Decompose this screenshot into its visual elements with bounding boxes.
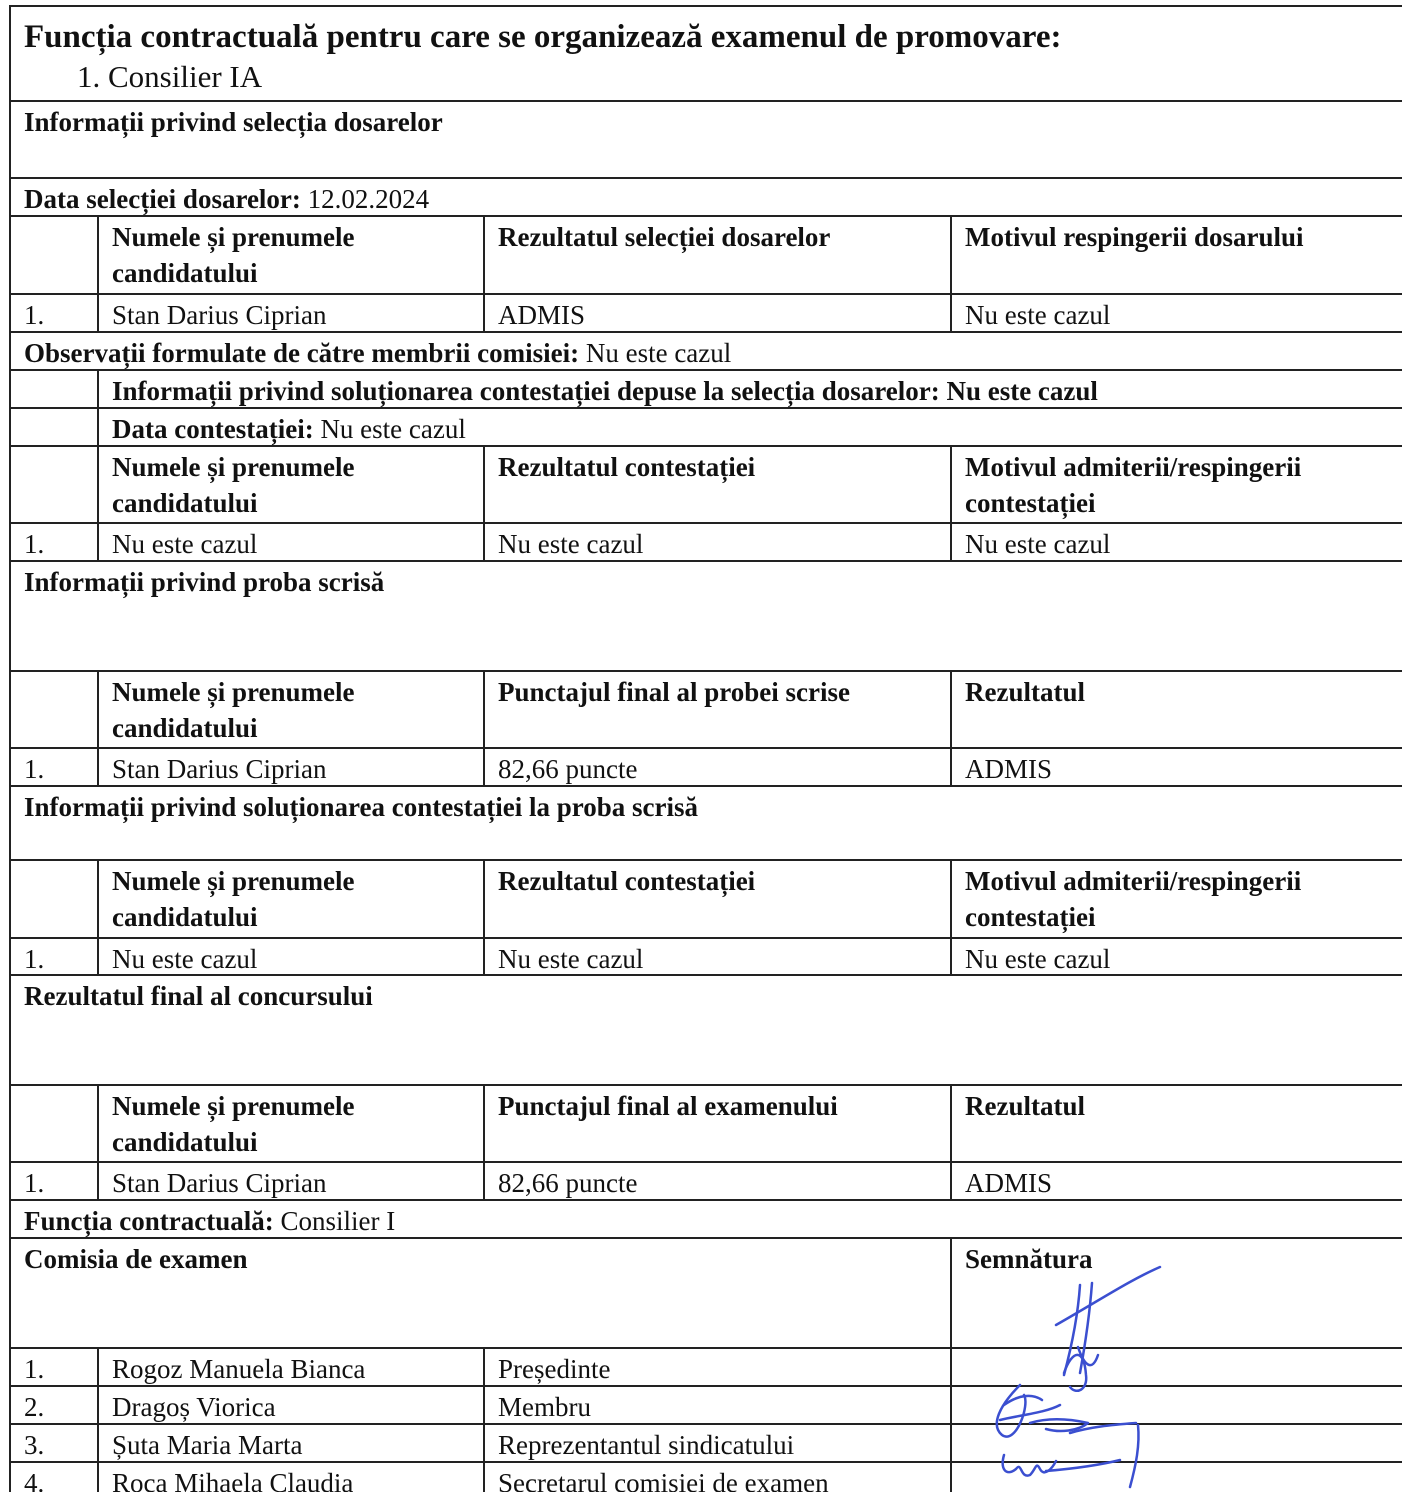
function-value: Consilier I (280, 1206, 396, 1236)
row-number: 1. (24, 944, 45, 974)
column-header-name: Numele și prenumele candidatului (97, 1086, 483, 1161)
column-header-appeal-result: Rezultatul contestației (483, 861, 950, 937)
member-role: Membru (483, 1387, 950, 1423)
member-name: Roca Mihaela Claudia (97, 1463, 483, 1492)
selection-appeal-heading: Informații privind soluționarea contestației depuse la selecția dosarelor: Nu este cazul (97, 371, 1402, 407)
table-row (11, 524, 1402, 562)
selection-appeal-date-row (11, 409, 1402, 447)
member-role: Președinte (483, 1349, 950, 1385)
row-number: 3. (24, 1430, 45, 1460)
selection-appeal-heading-row (11, 371, 1402, 409)
candidate-name: Stan Darius Ciprian (97, 1163, 483, 1199)
written-test-table-header (11, 672, 1402, 749)
position-item: 1. Consilier IA (77, 59, 263, 94)
member-name: Rogoz Manuela Bianca (97, 1349, 483, 1385)
signature-heading: Semnătura (950, 1239, 1402, 1347)
candidate-name: Nu este cazul (97, 524, 483, 560)
column-header-score: Punctajul final al probei scrise (483, 672, 950, 747)
column-header-appeal-reason: Motivul admiterii/respingerii contestației (950, 861, 1402, 937)
appeal-date-label: Data contestației: (112, 414, 314, 444)
selection-date-row (11, 179, 1402, 217)
observations-value: Nu este cazul (585, 338, 732, 368)
candidate-name: Stan Darius Ciprian (97, 295, 483, 331)
function-label: Funcția contractuală: (24, 1206, 274, 1236)
function-row (11, 1201, 1402, 1239)
appeal-date-value: Nu este cazul (320, 414, 466, 444)
observations-row (11, 333, 1402, 371)
final-result: ADMIS (950, 1163, 1402, 1199)
rejection-reason: Nu este cazul (950, 295, 1402, 331)
column-header-result: Rezultatul (950, 1086, 1402, 1161)
candidate-name: Nu este cazul (97, 939, 483, 974)
member-name: Dragoș Viorica (97, 1387, 483, 1423)
selection-date-label: Data selecției dosarelor: (24, 184, 301, 214)
final-result-heading-row (11, 976, 1402, 1086)
written-appeal-heading-row (11, 787, 1402, 861)
member-role: Secretarul comisiei de examen (483, 1463, 950, 1492)
commission-heading: Comisia de examen (24, 1244, 248, 1274)
table-row (11, 939, 1402, 976)
table-row (11, 749, 1402, 787)
member-name: Șuta Maria Marta (97, 1425, 483, 1461)
column-header-name: Numele și prenumele candidatului (97, 217, 483, 293)
candidate-name: Stan Darius Ciprian (97, 749, 483, 785)
table-row (11, 1163, 1402, 1201)
final-score: 82,66 puncte (483, 1163, 950, 1199)
column-header-score: Punctajul final al examenului (483, 1086, 950, 1161)
appeal-result: Nu este cazul (483, 524, 950, 560)
column-header-name: Numele și prenumele candidatului (97, 861, 483, 937)
appeal-reason: Nu este cazul (950, 524, 1402, 560)
row-number: 1. (24, 754, 45, 784)
final-table-header (11, 1086, 1402, 1163)
column-header-name: Numele și prenumele candidatului (97, 447, 483, 522)
appeal-result: Nu este cazul (483, 939, 950, 974)
written-appeal-table-header (11, 861, 1402, 939)
selection-heading: Informații privind selecția dosarelor (24, 107, 443, 137)
row-number: 1. (24, 1168, 45, 1198)
selection-appeal-table-header (11, 447, 1402, 524)
written-test-heading-row (11, 562, 1402, 672)
row-number: 1. (24, 1354, 45, 1384)
handwritten-signatures (960, 1255, 1200, 1490)
selection-section-heading-row (11, 102, 1402, 179)
row-number: 2. (24, 1392, 45, 1422)
column-header-appeal-result: Rezultatul contestației (483, 447, 950, 522)
selection-date-value: 12.02.2024 (307, 184, 430, 214)
document-title: Funcția contractuală pentru care se organizează examenul de promovare: (24, 19, 1062, 55)
table-row (11, 295, 1402, 333)
row-number: 1. (24, 529, 45, 559)
column-header-result: Rezultatul (950, 672, 1402, 747)
row-number: 4. (24, 1468, 45, 1492)
column-header-name: Numele și prenumele candidatului (97, 672, 483, 747)
row-number: 1. (24, 300, 45, 330)
column-header-reason: Motivul respingerii dosarului (950, 217, 1402, 293)
written-result: ADMIS (950, 749, 1402, 785)
column-header-result: Rezultatul selecției dosarelor (483, 217, 950, 293)
written-appeal-heading: Informații privind soluționarea contestației la proba scrisă (24, 792, 698, 822)
member-role: Reprezentantul sindicatului (483, 1425, 950, 1461)
signature-scribbles (960, 1255, 1200, 1490)
appeal-reason: Nu este cazul (950, 939, 1402, 974)
selection-table-header (11, 217, 1402, 295)
selection-result: ADMIS (483, 295, 950, 331)
column-header-appeal-reason: Motivul admiterii/respingerii contestației (950, 447, 1402, 522)
final-result-heading: Rezultatul final al concursului (24, 981, 373, 1011)
title-block (11, 7, 1402, 102)
written-test-heading: Informații privind proba scrisă (24, 567, 385, 597)
observations-label: Observații formulate de către membrii comisiei: (24, 338, 580, 368)
written-score: 82,66 puncte (483, 749, 950, 785)
